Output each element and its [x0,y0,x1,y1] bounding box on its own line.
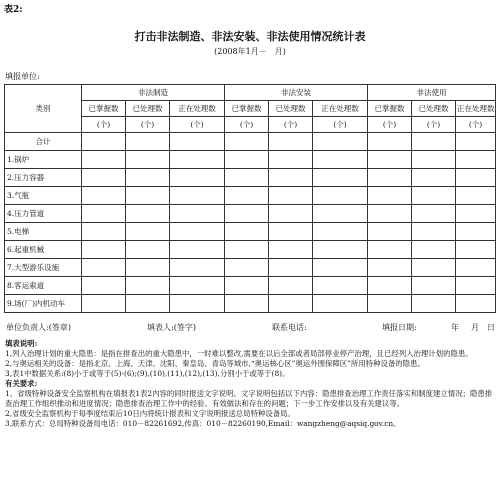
data-cell[interactable] [368,151,412,169]
data-cell[interactable] [82,241,126,259]
data-cell[interactable] [368,277,412,295]
data-cell[interactable] [269,169,313,187]
data-cell[interactable] [269,277,313,295]
data-cell[interactable] [456,241,496,259]
reporting-period: (2008年1月－ 月) [214,47,286,56]
data-cell[interactable] [225,187,269,205]
data-cell[interactable] [126,205,170,223]
subcol-in-progress: 正在处理数 [456,101,496,117]
data-cell[interactable] [170,277,225,295]
month-label: 月 [471,323,479,332]
header-row-groups [5,85,496,101]
data-cell[interactable] [170,205,225,223]
data-cell[interactable] [170,259,225,277]
unit-cell: (个) [82,117,126,133]
subcol-in-progress: 正在处理数 [170,101,225,117]
requirement-2: 2,省级安全监察机构于每季度结束后10日内将统计报表和文字说明报送总局特种设备局。 [5,409,295,418]
table-row [5,259,496,277]
data-cell[interactable] [126,133,170,151]
data-cell[interactable] [82,223,126,241]
data-cell[interactable] [82,205,126,223]
table-row [5,133,496,151]
unit-cell: (个) [456,117,496,133]
row-label: 8.客运索道 [5,277,82,295]
data-cell[interactable] [82,169,126,187]
unit-cell: (个) [313,117,368,133]
row-label: 6.起重机械 [5,241,82,259]
responsible-person-label: 单位负责人:(签章) [6,323,71,332]
row-label: 2.压力容器 [5,169,82,187]
data-cell[interactable] [313,169,368,187]
requirement-3: 3,联系方式：总局特种设备局电话：010－82261692,传真：010－82260190,Email：wangzheng@aqsiq.gov.cn。 [5,419,401,428]
data-cell[interactable] [368,133,412,151]
data-cell[interactable] [313,223,368,241]
data-cell[interactable] [126,241,170,259]
statistics-table [4,84,496,313]
unit-cell: (个) [225,117,269,133]
data-cell[interactable] [82,259,126,277]
data-cell[interactable] [269,259,313,277]
data-cell[interactable] [82,277,126,295]
data-cell[interactable] [225,169,269,187]
data-cell[interactable] [225,277,269,295]
unit-cell: (个) [126,117,170,133]
data-cell[interactable] [412,187,456,205]
data-cell[interactable] [269,223,313,241]
data-cell[interactable] [170,151,225,169]
row-label: 9.场(厂)内机动车 [5,295,82,313]
data-cell[interactable] [225,151,269,169]
group-header-use: 非法使用 [368,85,496,101]
data-cell[interactable] [412,151,456,169]
table-body [5,85,496,313]
data-cell[interactable] [456,169,496,187]
data-cell[interactable] [82,133,126,151]
data-cell[interactable] [456,133,496,151]
category-header: 类别 [5,85,82,133]
note-2: 2,与奥运相关的设备：是指北京、上海、天津、沈阳、秦皇岛、青岛等城市,“奥运核心区”奥运外围保障区”所用特种设备的隐患。 [5,359,425,368]
data-cell[interactable] [313,205,368,223]
requirement-1: 1、省级特种设备安全监察机构在填报表1表2内容的同时报送文字说明。文字说明包括以下内容：隐患排查治理工作责任落实和制度建立情况；隐患排查治理工作组织推动和进度情况；隐患排查治理工作中的经验、有效做法和存在的问题；下一步工作安排以及有关建议等。 [5,389,493,408]
table-row [5,151,496,169]
subcol-known: 已掌握数 [368,101,412,117]
data-cell[interactable] [170,169,225,187]
table-row [5,223,496,241]
data-cell[interactable] [456,277,496,295]
notes-heading: 填表说明: [5,339,38,348]
row-label: 5.电梯 [5,223,82,241]
table-row [5,169,496,187]
table-row [5,295,496,313]
table-row [5,205,496,223]
data-cell[interactable] [368,223,412,241]
data-cell[interactable] [313,133,368,151]
subcol-known: 已掌握数 [225,101,269,117]
subcol-handled: 已处理数 [126,101,170,117]
data-cell[interactable] [313,277,368,295]
year-label: 年 [451,323,459,332]
data-cell[interactable] [225,295,269,313]
data-cell[interactable] [313,241,368,259]
note-1: 1,列入治理计划的重大隐患：是指在排查出的重大隐患中，一时难以整改,需要在以后全部或者局部停业停产治理，且已经列入治理计划的隐患。 [5,349,473,358]
day-label: 日 [487,323,495,332]
data-cell[interactable] [368,169,412,187]
table-row [5,187,496,205]
unit-cell: (个) [269,117,313,133]
data-cell[interactable] [313,259,368,277]
data-cell[interactable] [126,259,170,277]
data-cell[interactable] [269,151,313,169]
data-cell[interactable] [225,205,269,223]
row-label: 1.锅炉 [5,151,82,169]
data-cell[interactable] [225,241,269,259]
subcol-in-progress: 正在处理数 [313,101,368,117]
data-cell[interactable] [456,187,496,205]
data-cell[interactable] [170,241,225,259]
data-cell[interactable] [313,151,368,169]
data-cell[interactable] [82,295,126,313]
requirements-heading: 有关要求: [5,379,38,388]
data-cell[interactable] [170,295,225,313]
data-cell[interactable] [456,223,496,241]
data-cell[interactable] [368,205,412,223]
data-cell[interactable] [313,295,368,313]
data-cell[interactable] [412,169,456,187]
data-cell[interactable] [269,205,313,223]
data-cell[interactable] [412,295,456,313]
phone-label: 联系电话: [272,323,307,332]
row-label: 4.压力管道 [5,205,82,223]
data-cell[interactable] [269,241,313,259]
data-cell[interactable] [368,259,412,277]
table-row [5,277,496,295]
data-cell[interactable] [368,241,412,259]
data-cell[interactable] [368,187,412,205]
data-cell[interactable] [456,259,496,277]
row-label: 7.大型游乐设施 [5,259,82,277]
unit-cell: (个) [170,117,225,133]
data-cell[interactable] [225,133,269,151]
data-cell[interactable] [412,277,456,295]
data-cell[interactable] [126,223,170,241]
subcol-handled: 已处理数 [269,101,313,117]
reporting-unit-label: 填报单位: [5,72,40,81]
data-cell[interactable] [225,223,269,241]
notes-section [5,339,495,429]
group-header-manufacture: 非法制造 [82,85,225,101]
date-label: 填报日期: [382,323,417,332]
unit-cell: (个) [412,117,456,133]
data-cell[interactable] [126,169,170,187]
data-cell[interactable] [82,187,126,205]
data-cell[interactable] [456,151,496,169]
data-cell[interactable] [456,205,496,223]
data-cell[interactable] [225,259,269,277]
data-cell[interactable] [126,295,170,313]
data-cell[interactable] [126,187,170,205]
data-cell[interactable] [412,241,456,259]
unit-cell: (个) [368,117,412,133]
row-label: 合计 [5,133,82,151]
data-cell[interactable] [313,187,368,205]
data-cell[interactable] [170,133,225,151]
data-cell[interactable] [412,223,456,241]
document-title: 打击非法制造、非法安装、非法使用情况统计表 [134,30,366,43]
data-cell[interactable] [269,187,313,205]
table-number-label: 表2: [4,5,23,15]
row-label: 3.气瓶 [5,187,82,205]
data-cell[interactable] [170,187,225,205]
data-cell[interactable] [456,295,496,313]
data-cell[interactable] [126,277,170,295]
data-cell[interactable] [412,133,456,151]
subcol-handled: 已处理数 [412,101,456,117]
data-cell[interactable] [269,133,313,151]
data-cell[interactable] [368,295,412,313]
filler-label: 填表人:(签字) [147,323,196,332]
data-cell[interactable] [82,151,126,169]
data-cell[interactable] [170,223,225,241]
data-cell[interactable] [412,205,456,223]
group-header-installation: 非法安装 [225,85,368,101]
subcol-known: 已掌握数 [82,101,126,117]
note-3: 3,表1中数据关系:(8)小于或等于(5)-(6);(9),(10),(11),(12),(13),分别小于或等于(8)。 [5,369,290,378]
data-cell[interactable] [126,151,170,169]
table-row [5,241,496,259]
data-cell[interactable] [269,295,313,313]
data-cell[interactable] [412,259,456,277]
